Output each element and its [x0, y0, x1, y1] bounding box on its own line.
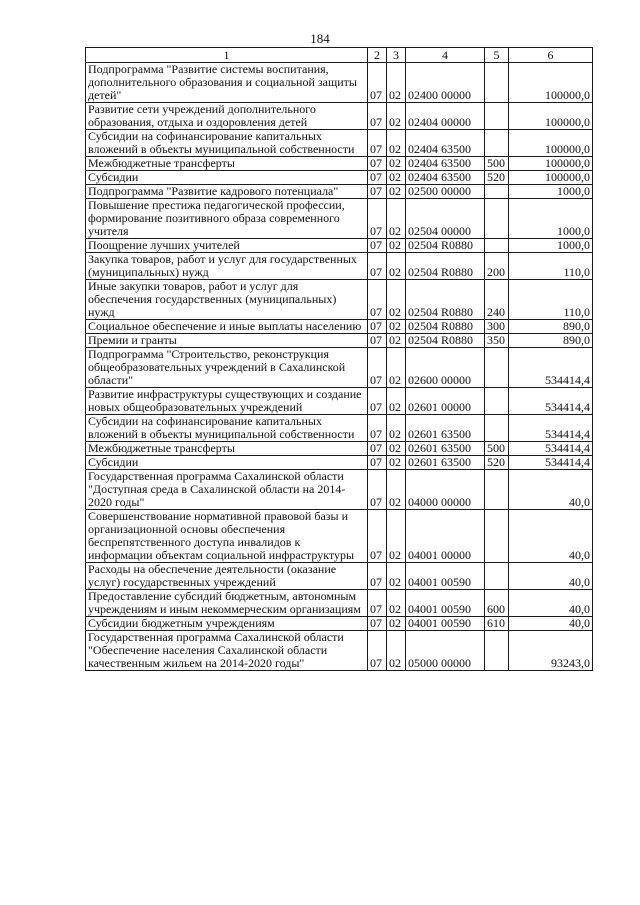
subsection-code-cell: 02: [387, 388, 406, 415]
table-row: [86, 456, 593, 470]
expense-type-cell: 350: [485, 334, 509, 348]
target-article-cell: 04001 00590: [406, 590, 485, 617]
table-row: [86, 157, 593, 171]
section-code-cell: 07: [368, 320, 387, 334]
amount-cell: 890,0: [509, 320, 593, 334]
row-name-cell: Премии и гранты: [86, 334, 368, 348]
subsection-code-cell: 02: [387, 415, 406, 442]
expense-type-cell: 500: [485, 442, 509, 456]
target-article-cell: 02404 63500: [406, 171, 485, 185]
target-article-cell: 02504 R0880: [406, 334, 485, 348]
table-row: [86, 442, 593, 456]
section-code-cell: 07: [368, 334, 387, 348]
subsection-code-cell: 02: [387, 157, 406, 171]
expense-type-cell: [485, 470, 509, 510]
section-code-cell: 07: [368, 63, 387, 103]
subsection-code-cell: 02: [387, 563, 406, 590]
row-name-cell: Субсидии: [86, 456, 368, 470]
row-name-cell: Субсидии на софинансирование капитальных вложений в объекты муниципальной собственности: [86, 130, 368, 157]
subsection-code-cell: 02: [387, 617, 406, 631]
section-code-cell: 07: [368, 103, 387, 130]
amount-cell: 534414,4: [509, 348, 593, 388]
amount-cell: 93243,0: [509, 631, 593, 671]
table-row: [86, 415, 593, 442]
table-row: [86, 185, 593, 199]
subsection-code-cell: 02: [387, 253, 406, 280]
target-article-cell: 02601 00000: [406, 388, 485, 415]
target-article-cell: 02601 63500: [406, 442, 485, 456]
subsection-code-cell: 02: [387, 199, 406, 239]
expense-type-cell: 300: [485, 320, 509, 334]
expense-type-cell: [485, 199, 509, 239]
target-article-cell: 02600 00000: [406, 348, 485, 388]
row-name-cell: Подпрограмма "Развитие кадрового потенциала": [86, 185, 368, 199]
row-name-cell: Субсидии: [86, 171, 368, 185]
table-row: [86, 388, 593, 415]
amount-cell: 110,0: [509, 253, 593, 280]
table-header-row: [86, 48, 593, 63]
row-name-cell: Поощрение лучших учителей: [86, 239, 368, 253]
target-article-cell: 04001 00590: [406, 563, 485, 590]
amount-cell: 1000,0: [509, 199, 593, 239]
subsection-code-cell: 02: [387, 334, 406, 348]
amount-cell: 534414,4: [509, 442, 593, 456]
target-article-cell: 04001 00590: [406, 617, 485, 631]
table-row: [86, 510, 593, 563]
subsection-code-cell: 02: [387, 510, 406, 563]
target-article-cell: 02404 00000: [406, 103, 485, 130]
row-name-cell: Развитие инфраструктуры существующих и создание новых общеобразовательных учреждений: [86, 388, 368, 415]
section-code-cell: 07: [368, 510, 387, 563]
section-code-cell: 07: [368, 239, 387, 253]
expense-type-cell: 240: [485, 280, 509, 320]
amount-cell: 534414,4: [509, 415, 593, 442]
row-name-cell: Субсидии на софинансирование капитальных вложений в объекты муниципальной собственности: [86, 415, 368, 442]
amount-cell: 890,0: [509, 334, 593, 348]
amount-cell: 100000,0: [509, 130, 593, 157]
target-article-cell: 02601 63500: [406, 456, 485, 470]
section-code-cell: 07: [368, 171, 387, 185]
column-header: 2: [368, 48, 387, 63]
section-code-cell: 07: [368, 590, 387, 617]
subsection-code-cell: 02: [387, 185, 406, 199]
target-article-cell: 02601 63500: [406, 415, 485, 442]
table-row: [86, 253, 593, 280]
expense-type-cell: 200: [485, 253, 509, 280]
amount-cell: 40,0: [509, 510, 593, 563]
expense-type-cell: 520: [485, 456, 509, 470]
table-row: [86, 334, 593, 348]
section-code-cell: 07: [368, 199, 387, 239]
amount-cell: 40,0: [509, 590, 593, 617]
subsection-code-cell: 02: [387, 456, 406, 470]
expense-type-cell: [485, 239, 509, 253]
target-article-cell: 02400 00000: [406, 63, 485, 103]
amount-cell: 100000,0: [509, 103, 593, 130]
row-name-cell: Совершенствование нормативной правовой базы и организационной основы обеспечения беспрепятственного доступа инвалидов к информации объектам социальной инфраструктуры: [86, 510, 368, 563]
amount-cell: 40,0: [509, 563, 593, 590]
section-code-cell: 07: [368, 157, 387, 171]
table-row: [86, 63, 593, 103]
table-row: [86, 103, 593, 130]
column-header: 1: [86, 48, 368, 63]
table-row: [86, 631, 593, 671]
column-header: 5: [485, 48, 509, 63]
subsection-code-cell: 02: [387, 442, 406, 456]
column-header: 6: [509, 48, 593, 63]
target-article-cell: 02504 R0880: [406, 320, 485, 334]
row-name-cell: Субсидии бюджетным учреждениям: [86, 617, 368, 631]
section-code-cell: 07: [368, 415, 387, 442]
section-code-cell: 07: [368, 280, 387, 320]
expense-type-cell: [485, 563, 509, 590]
target-article-cell: 02504 R0880: [406, 253, 485, 280]
expense-type-cell: [485, 185, 509, 199]
section-code-cell: 07: [368, 563, 387, 590]
section-code-cell: 07: [368, 617, 387, 631]
section-code-cell: 07: [368, 456, 387, 470]
page-number: 184: [310, 31, 330, 46]
row-name-cell: Межбюджетные трансферты: [86, 157, 368, 171]
amount-cell: 100000,0: [509, 63, 593, 103]
row-name-cell: Межбюджетные трансферты: [86, 442, 368, 456]
subsection-code-cell: 02: [387, 171, 406, 185]
subsection-code-cell: 02: [387, 320, 406, 334]
target-article-cell: 02504 R0880: [406, 280, 485, 320]
row-name-cell: Государственная программа Сахалинской области "Обеспечение населения Сахалинской области качественным жильем на 2014-2020 годы": [86, 631, 368, 671]
table-row: [86, 280, 593, 320]
section-code-cell: 07: [368, 348, 387, 388]
amount-cell: 1000,0: [509, 239, 593, 253]
amount-cell: 40,0: [509, 470, 593, 510]
subsection-code-cell: 02: [387, 63, 406, 103]
row-name-cell: Закупка товаров, работ и услуг для государственных (муниципальных) нужд: [86, 253, 368, 280]
amount-cell: 1000,0: [509, 185, 593, 199]
row-name-cell: Социальное обеспечение и иные выплаты населению: [86, 320, 368, 334]
amount-cell: 534414,4: [509, 456, 593, 470]
amount-cell: 534414,4: [509, 388, 593, 415]
column-header: 3: [387, 48, 406, 63]
target-article-cell: 04000 00000: [406, 470, 485, 510]
subsection-code-cell: 02: [387, 348, 406, 388]
amount-cell: 100000,0: [509, 157, 593, 171]
expense-type-cell: 600: [485, 590, 509, 617]
target-article-cell: 02404 63500: [406, 157, 485, 171]
target-article-cell: 05000 00000: [406, 631, 485, 671]
amount-cell: 40,0: [509, 617, 593, 631]
subsection-code-cell: 02: [387, 239, 406, 253]
target-article-cell: 02504 00000: [406, 199, 485, 239]
table-row: [86, 239, 593, 253]
expense-type-cell: [485, 348, 509, 388]
table-row: [86, 320, 593, 334]
column-header: 4: [406, 48, 485, 63]
subsection-code-cell: 02: [387, 631, 406, 671]
section-code-cell: 07: [368, 253, 387, 280]
subsection-code-cell: 02: [387, 280, 406, 320]
section-code-cell: 07: [368, 388, 387, 415]
row-name-cell: Иные закупки товаров, работ и услуг для обеспечения государственных (муниципальных) нужд: [86, 280, 368, 320]
target-article-cell: 02500 00000: [406, 185, 485, 199]
subsection-code-cell: 02: [387, 103, 406, 130]
amount-cell: 100000,0: [509, 171, 593, 185]
row-name-cell: Подпрограмма "Строительство, реконструкция общеобразовательных учреждений в Сахалинской области": [86, 348, 368, 388]
row-name-cell: Расходы на обеспечение деятельности (оказание услуг) государственных учреждений: [86, 563, 368, 590]
expense-type-cell: [485, 415, 509, 442]
expense-type-cell: [485, 388, 509, 415]
expense-type-cell: [485, 63, 509, 103]
expense-type-cell: [485, 510, 509, 563]
target-article-cell: 02504 R0880: [406, 239, 485, 253]
section-code-cell: 07: [368, 130, 387, 157]
row-name-cell: Повышение престижа педагогической профессии, формирование позитивного образа современного учителя: [86, 199, 368, 239]
expense-type-cell: 500: [485, 157, 509, 171]
table-row: [86, 171, 593, 185]
target-article-cell: 02404 63500: [406, 130, 485, 157]
row-name-cell: Развитие сети учреждений дополнительного образования, отдыха и оздоровления детей: [86, 103, 368, 130]
expense-type-cell: [485, 130, 509, 157]
subsection-code-cell: 02: [387, 590, 406, 617]
amount-cell: 110,0: [509, 280, 593, 320]
target-article-cell: 04001 00000: [406, 510, 485, 563]
expense-type-cell: 610: [485, 617, 509, 631]
section-code-cell: 07: [368, 631, 387, 671]
section-code-cell: 07: [368, 185, 387, 199]
table-row: [86, 563, 593, 590]
table-row: [86, 348, 593, 388]
row-name-cell: Государственная программа Сахалинской области "Доступная среда в Сахалинской области на 2014-2020 годы": [86, 470, 368, 510]
expense-type-cell: 520: [485, 171, 509, 185]
table-row: [86, 617, 593, 631]
table-row: [86, 470, 593, 510]
expense-type-cell: [485, 103, 509, 130]
subsection-code-cell: 02: [387, 130, 406, 157]
expense-type-cell: [485, 631, 509, 671]
table-row: [86, 199, 593, 239]
section-code-cell: 07: [368, 442, 387, 456]
section-code-cell: 07: [368, 470, 387, 510]
subsection-code-cell: 02: [387, 470, 406, 510]
table-row: [86, 590, 593, 617]
table-row: [86, 130, 593, 157]
row-name-cell: Предоставление субсидий бюджетным, автономным учреждениям и иным некоммерческим организациям: [86, 590, 368, 617]
row-name-cell: Подпрограмма "Развитие системы воспитания, дополнительного образования и социальной защиты детей": [86, 63, 368, 103]
budget-table: [85, 47, 593, 671]
